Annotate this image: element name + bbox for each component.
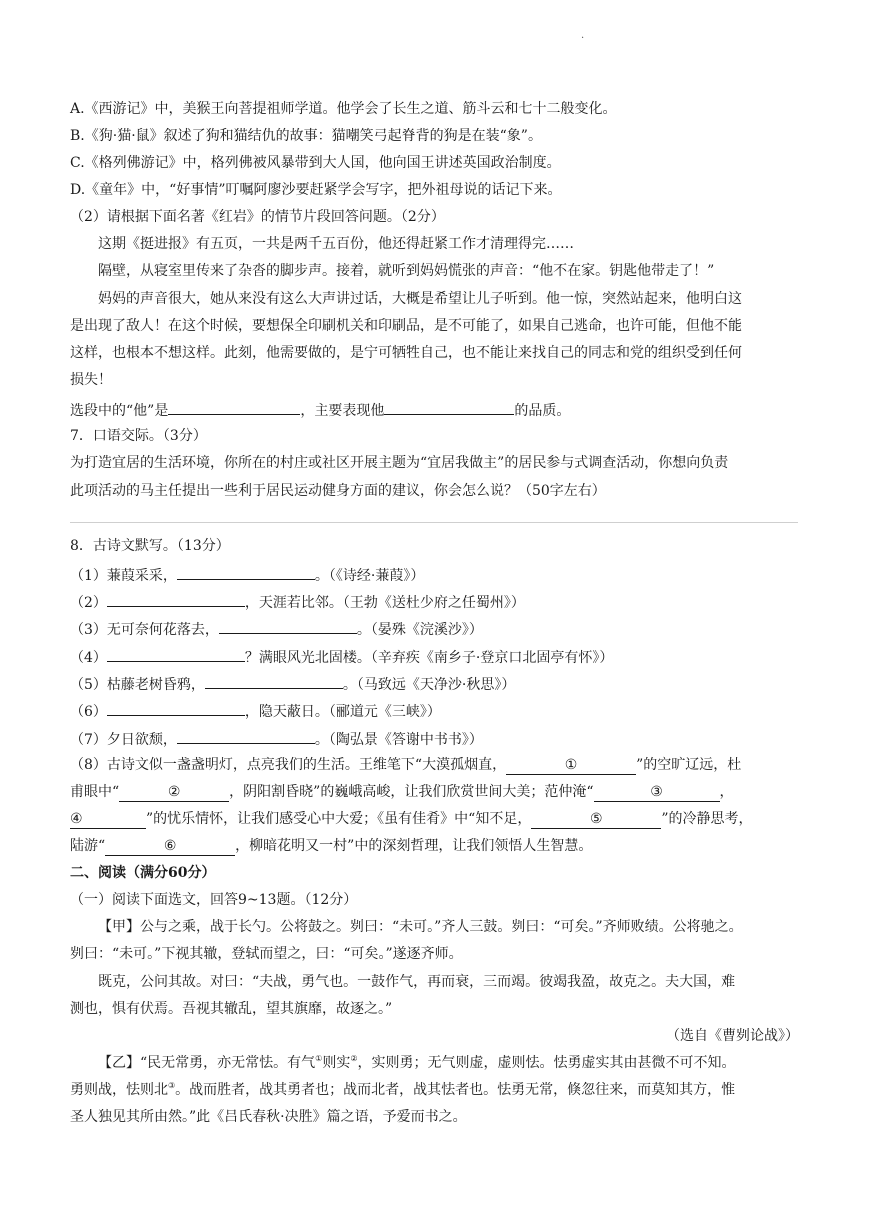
poem-item-4 xyxy=(70,645,613,668)
poem-item-8-text-8: 陆游“ xyxy=(70,838,106,854)
section-2-subtitle: （一）阅读下面选文，回答9~13题。（12分） xyxy=(70,892,358,908)
option-c: C.《格列佛游记》中，格列佛被风暴带到大人国，他向国王讲述英国政治制度。 xyxy=(70,155,561,171)
poem-item-7-pre: （7）夕日欲颓， xyxy=(70,732,177,748)
footnote-mark-2: ② xyxy=(350,1054,358,1063)
answer-line xyxy=(70,398,570,421)
section-2-title: 二、阅读（满分60分） xyxy=(70,865,216,881)
poem-item-4-post: ？满眼风光北固楼。（辛弃疾《南乡子·登京口北固亭有怀》） xyxy=(244,650,614,666)
poem-item-8-text-6: ”的忧乐情怀，让我们感受心中大爱；《虽有佳肴》中“知不足， xyxy=(146,811,532,827)
poem-item-1 xyxy=(70,563,424,586)
poem-item-3-post: 。（晏殊《浣溪沙》） xyxy=(356,622,483,638)
option-d: D.《童年》中，“好事情”叮嘱阿廖沙要赶紧学会写字，把外祖母说的话记下来。 xyxy=(70,182,562,198)
poem-blank-4[interactable] xyxy=(107,645,245,662)
poem-item-7 xyxy=(70,727,483,750)
poem-item-1-pre: （1）蒹葭采采， xyxy=(70,568,177,584)
passage-yi-line-3: 圣人独见其所由然。”此《吕氏春秋·决胜》篇之语，予爱而书之。 xyxy=(70,1109,467,1125)
question-7-title: 7．口语交际。（3分） xyxy=(70,428,207,444)
poem-item-1-post: 。（《诗经·蒹葭》） xyxy=(314,568,425,584)
poem-item-2-post: ，天涯若比邻。（王勃《送杜少府之任蜀州》） xyxy=(244,595,525,611)
poem-blank-7[interactable] xyxy=(177,727,315,744)
poem-blank-6[interactable] xyxy=(107,699,245,716)
poem-item-8-text-3: 甫眼中“ xyxy=(70,784,120,800)
passage-yi-text-3: ，实则勇；无气则虚，虚则怯。怯勇虚实其由甚微不可不知。 xyxy=(357,1055,736,1071)
question-6-2-prompt: （2）请根据下面名著《红岩》的情节片段回答问题。（2分） xyxy=(70,209,445,225)
poem-item-3-pre: （3）无可奈何花落去， xyxy=(70,622,219,638)
poem-item-8-text-9: ，柳暗花明又一村”中的深刻哲理，让我们领悟人生智慧。 xyxy=(235,838,593,854)
poem-item-8-text-5: ， xyxy=(719,784,734,800)
answer-separator xyxy=(70,522,798,523)
passage-jia-line-3: 既克，公问其故。对曰：“夫战，勇气也。一鼓作气，再而衰，三而竭。彼竭我盈，故克之。夫大国，难 xyxy=(98,974,736,990)
excerpt-paragraph-3-line-4: 损失！ xyxy=(70,372,112,388)
passage-yi-text-2: 则实 xyxy=(322,1055,351,1071)
poem-blank-8-1[interactable]: ① xyxy=(506,756,636,775)
poem-item-8-line-4 xyxy=(70,836,592,856)
poem-blank-8-2[interactable]: ② xyxy=(119,783,229,802)
passage-jia-line-1: 【甲】公与之乘，战于长勺。公将鼓之。刿曰：“未可。”齐人三鼓。刿曰：“可矣。”齐师败绩。公将驰之。 xyxy=(98,919,743,935)
poem-item-8-text-7: ”的冷静思考， xyxy=(661,811,753,827)
passage-yi-line-1 xyxy=(98,1053,736,1073)
question-7-line-2: 此项活动的马主任提出一些利于居民运动健身方面的建议，你会怎么说？（50字左右） xyxy=(70,483,606,499)
excerpt-paragraph-3-line-3: 这样，也根本不想这样。此刻，他需要做的，是宁可牺牲自己，也不能让来找自己的同志和党的组织受到任何 xyxy=(70,345,742,361)
poem-item-8-line-1 xyxy=(70,755,741,775)
header-dot: . xyxy=(581,30,585,41)
poem-item-4-pre: （4） xyxy=(70,650,107,666)
footnote-mark-3: ③ xyxy=(168,1081,176,1090)
poem-item-7-post: 。（陶弘景《答谢中书书》） xyxy=(314,732,483,748)
answer-text-a: 选段中的“他”是 xyxy=(70,403,169,419)
answer-text-c: 的品质。 xyxy=(514,403,571,419)
poem-item-8-text-2: ”的空旷辽远，杜 xyxy=(636,757,742,773)
answer-blank-person[interactable] xyxy=(168,398,300,415)
answer-text-b: ，主要表现他 xyxy=(300,403,385,419)
poem-item-6-post: ，隐天蔽日。（郦道元《三峡》） xyxy=(244,704,441,720)
poem-blank-1[interactable] xyxy=(177,563,315,580)
poem-item-3 xyxy=(70,617,483,640)
poem-blank-2[interactable] xyxy=(107,590,245,607)
poem-item-8-line-2 xyxy=(70,782,734,802)
excerpt-paragraph-3-line-2: 是出现了敌人！在这个时候，要想保全印刷机关和印刷品，是不可能了，如果自己逃命，也许可能，但他不能 xyxy=(70,318,742,334)
poem-item-2 xyxy=(70,590,525,613)
poem-blank-3[interactable] xyxy=(219,617,357,634)
passage-yi-text-1: 【乙】“民无常勇，亦无常怯。有气 xyxy=(98,1055,316,1071)
poem-item-6-pre: （6） xyxy=(70,704,107,720)
poem-blank-8-6[interactable]: ⑥ xyxy=(105,837,235,856)
poem-item-5-pre: （5）枯藤老树昏鸦， xyxy=(70,677,205,693)
poem-item-5-post: 。（马致远《天净沙·秋思》） xyxy=(342,677,516,693)
excerpt-paragraph-1: 这期《挺进报》有五页，一共是两千五百份，他还得赶紧工作才清理得完…… xyxy=(98,236,574,252)
poem-item-8-text-1: （8）古诗文似一盏盏明灯，点亮我们的生活。王维笔下“大漠孤烟直， xyxy=(70,757,507,773)
poem-item-8-text-4: ，阴阳割昏晓”的巍峨高峻，让我们欣赏世间大美；范仲淹“ xyxy=(229,784,594,800)
poem-item-6 xyxy=(70,699,441,722)
poem-blank-8-3[interactable]: ③ xyxy=(594,783,720,802)
question-8-title: 8．古诗文默写。（13分） xyxy=(70,538,230,554)
passage-jia-line-2: 刿曰：“未可。”下视其辙，登轼而望之，曰：“可矣。”遂逐齐师。 xyxy=(70,946,463,962)
poem-item-2-pre: （2） xyxy=(70,595,107,611)
passage-source: （选自《曹刿论战》） xyxy=(666,1028,799,1044)
poem-blank-8-4[interactable]: ④ xyxy=(70,810,146,829)
passage-yi-line-2 xyxy=(70,1080,735,1100)
excerpt-paragraph-2: 隔壁，从寝室里传来了杂沓的脚步声。接着，就听到妈妈慌张的声音：“他不在家。钥匙他带走了！” xyxy=(98,263,715,279)
question-7-line-1: 为打造宜居的生活环境，你所在的村庄或社区开展主题为“宜居我做主”的居民参与式调查活动，你想向负责 xyxy=(70,455,729,471)
option-a: A.《西游记》中，美猴王向菩提祖师学道。他学会了长生之道、筋斗云和七十二般变化。 xyxy=(70,101,617,117)
poem-blank-8-5[interactable]: ⑤ xyxy=(531,810,661,829)
poem-item-8-line-3 xyxy=(70,809,753,829)
passage-yi-text-5: 。战而胜者，战其勇者也；战而北者，战其怯者也。怯勇无常，倏忽往来，而莫知其方，惟 xyxy=(175,1082,736,1098)
footnote-mark-1: ① xyxy=(315,1054,323,1063)
excerpt-paragraph-3-line-1: 妈妈的声音很大，她从来没有这么大声讲过话，大概是希望让儿子听到。他一惊，突然站起来，他明白这 xyxy=(98,291,742,307)
answer-blank-quality[interactable] xyxy=(384,398,514,415)
passage-jia-line-4: 测也，惧有伏焉。吾视其辙乱，望其旗靡，故逐之。” xyxy=(70,1001,393,1017)
poem-item-5 xyxy=(70,672,515,695)
poem-blank-5[interactable] xyxy=(205,672,343,689)
passage-yi-text-4: 勇则战，怯则北 xyxy=(70,1082,168,1098)
option-b: B.《狗·猫·鼠》叙述了狗和猫结仇的故事：猫嘲笑弓起脊背的狗是在装“象”。 xyxy=(70,128,542,144)
